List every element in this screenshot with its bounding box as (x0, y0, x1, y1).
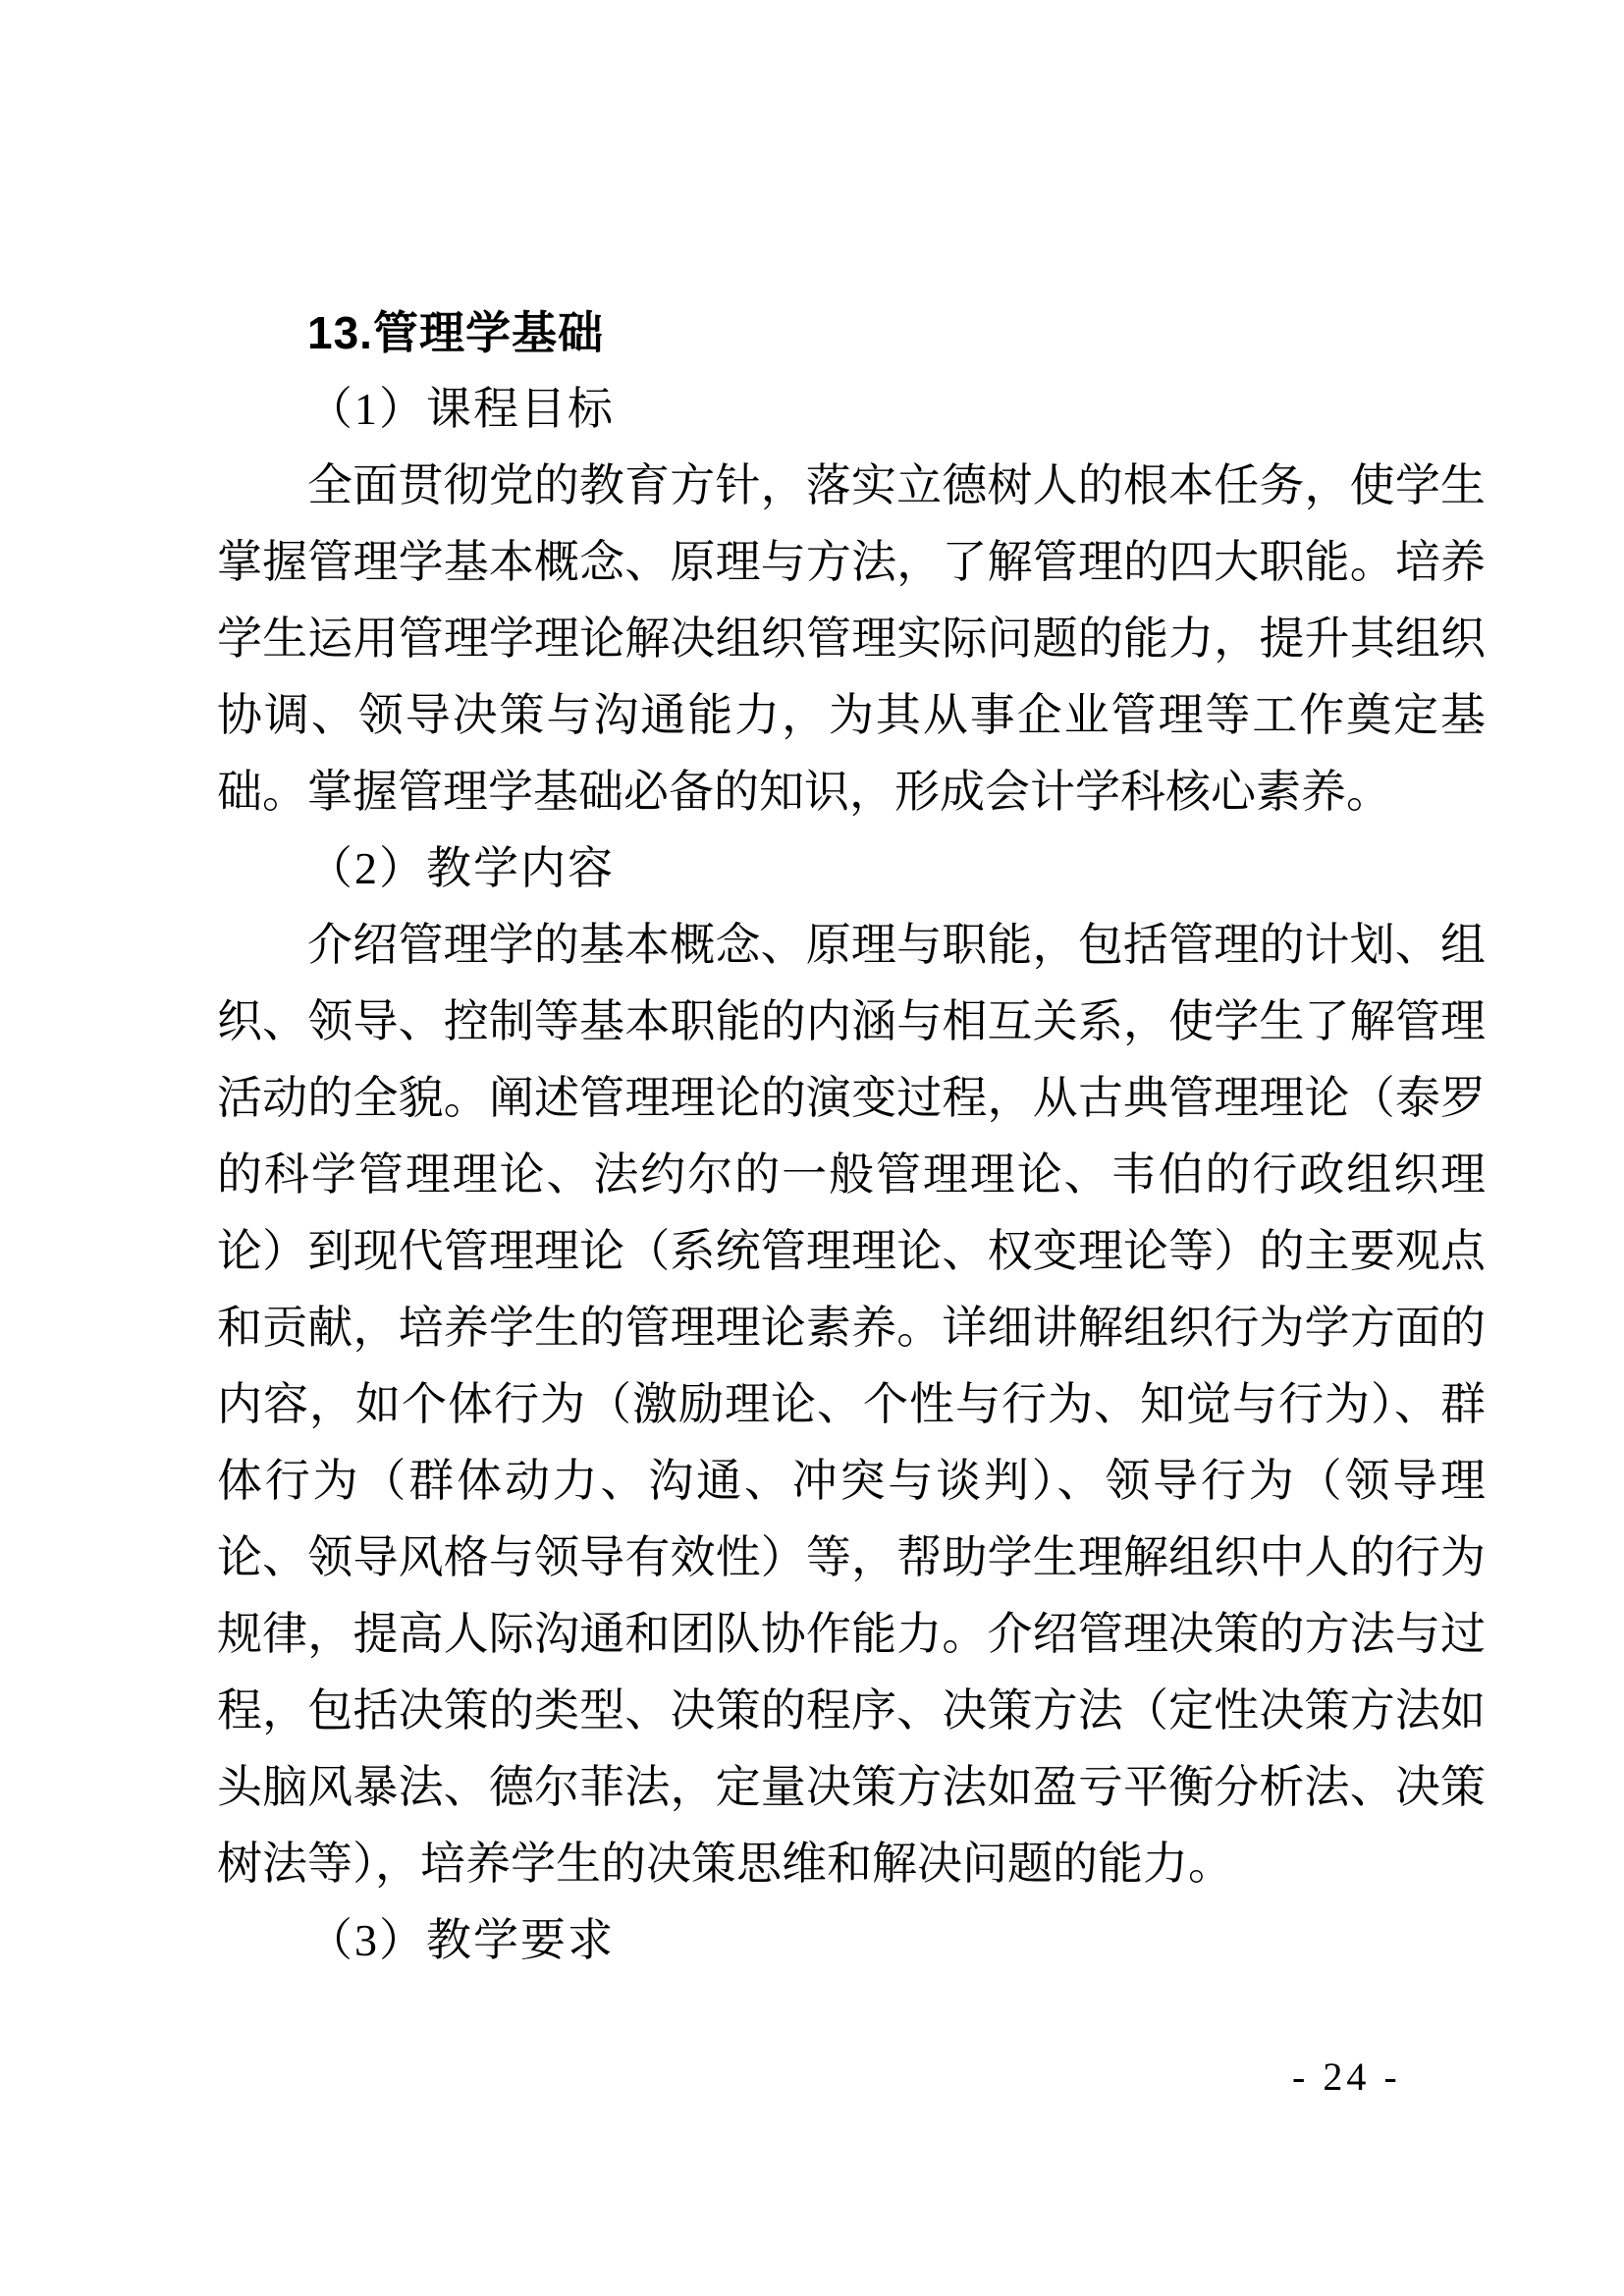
page-number: - 24 - (1292, 2055, 1401, 2099)
paragraph-course-objectives: 全面贯彻党的教育方针，落实立德树人的根本任务，使学生掌握管理学基本概念、原理与方法，了解管理的四大职能。培养学生运用管理学理论解决组织管理实际问题的能力，提升其组织协调、领导决策与沟通能力，为其从事企业管理等工作奠定基础。掌握管理学基础必备的知识，形成会计学科核心素养。 (217, 460, 1486, 817)
subsection-heading-teaching-content: （2）教学内容 (307, 843, 615, 893)
paragraph-teaching-content: 介绍管理学的基本概念、原理与职能，包括管理的计划、组织、领导、控制等基本职能的内涵与相互关系，使学生了解管理活动的全貌。阐述管理理论的演变过程，从古典管理理论（泰罗的科学管理理论、法约尔的一般管理理论、韦伯的行政组织理论）到现代管理理论（系统管理理论、权变理论等）的主要观点和贡献，培养学生的管理理论素养。详细讲解组织行为学方面的内容，如个体行为（激励理论、个性与行为、知觉与行为）、群体行为（群体动力、沟通、冲突与谈判）、领导行为（领导理论、领导风格与领导有效性）等，帮助学生理解组织中人的行为规律，提高人际沟通和团队协作能力。介绍管理决策的方法与过程，包括决策的类型、决策的程序、决策方法（定性决策方法如头脑风暴法、德尔菲法，定量决策方法如盈亏平衡分析法、决策树法等），培养学生的决策思维和解决问题的能力。 (217, 920, 1486, 1889)
section-title: 13.管理学基础 (307, 307, 604, 358)
document-body (217, 294, 1486, 1979)
subsection-heading-course-objectives: （1）课程目标 (307, 384, 615, 434)
subsection-heading-teaching-requirements: （3）教学要求 (307, 1915, 615, 1965)
